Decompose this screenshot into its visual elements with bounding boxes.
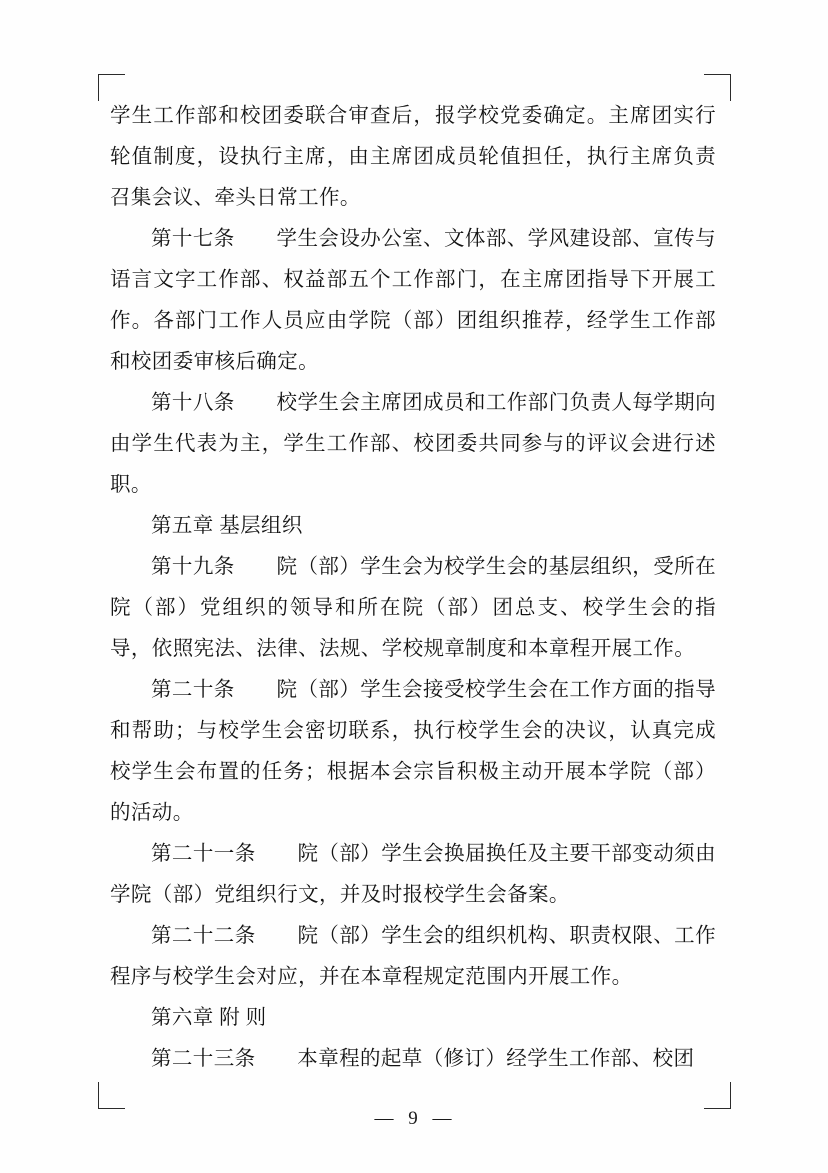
- paragraph-article-21: 第二十一条 院（部）学生会换届换任及主要干部变动须由学院（部）党组织行文，并及时报校学生会备案。: [110, 843, 716, 906]
- paragraph-article-22: 第二十二条 院（部）学生会的组织机构、职责权限、工作程序与校学生会对应，并在本章程规定范围内开展工作。: [110, 925, 716, 988]
- paragraph-article-19: 第十九条 院（部）学生会为校学生会的基层组织，受所在院（部）党组织的领导和所在院（部）团总支、校学生会的指导，依照宪法、法律、法规、学校规章制度和本章程开展工作。: [110, 556, 716, 660]
- paragraph-article-18: 第十八条 校学生会主席团成员和工作部门负责人每学期向由学生代表为主，学生工作部、校团委共同参与的评议会进行述职。: [110, 392, 716, 496]
- crop-mark-bottom-left: [98, 1082, 125, 1109]
- heading-chapter-6: 第六章 附 则: [151, 1007, 267, 1029]
- crop-mark-bottom-right: [704, 1082, 731, 1109]
- document-body: [110, 96, 716, 1080]
- paragraph-continued-article-16: 学生工作部和校团委联合审查后，报学校党委确定。主席团实行轮值制度，设执行主席，由主席团成员轮值担任，执行主席负责召集会议、牵头日常工作。: [110, 105, 716, 209]
- footer-dash-right: —: [432, 1108, 454, 1129]
- paragraph-article-20: 第二十条 院（部）学生会接受校学生会在工作方面的指导和帮助；与校学生会密切联系，执行校学生会的决议，认真完成校学生会布置的任务；根据本会宗旨积极主动开展本学院（部）的活动。: [110, 679, 716, 824]
- heading-chapter-5: 第五章 基层组织: [151, 515, 303, 537]
- paragraph-article-17: 第十七条 学生会设办公室、文体部、学风建设部、宣传与语言文字工作部、权益部五个工作部门，在主席团指导下开展工作。各部门工作人员应由学院（部）团组织推荐，经学生工作部和校团委审核后确定。: [110, 228, 716, 373]
- paragraph-article-23: 第二十三条 本章程的起草（修订）经学生工作部、校团: [151, 1048, 695, 1070]
- footer-dash-left: —: [374, 1108, 396, 1129]
- page-number: 9: [408, 1108, 420, 1129]
- page-footer: [0, 1108, 828, 1130]
